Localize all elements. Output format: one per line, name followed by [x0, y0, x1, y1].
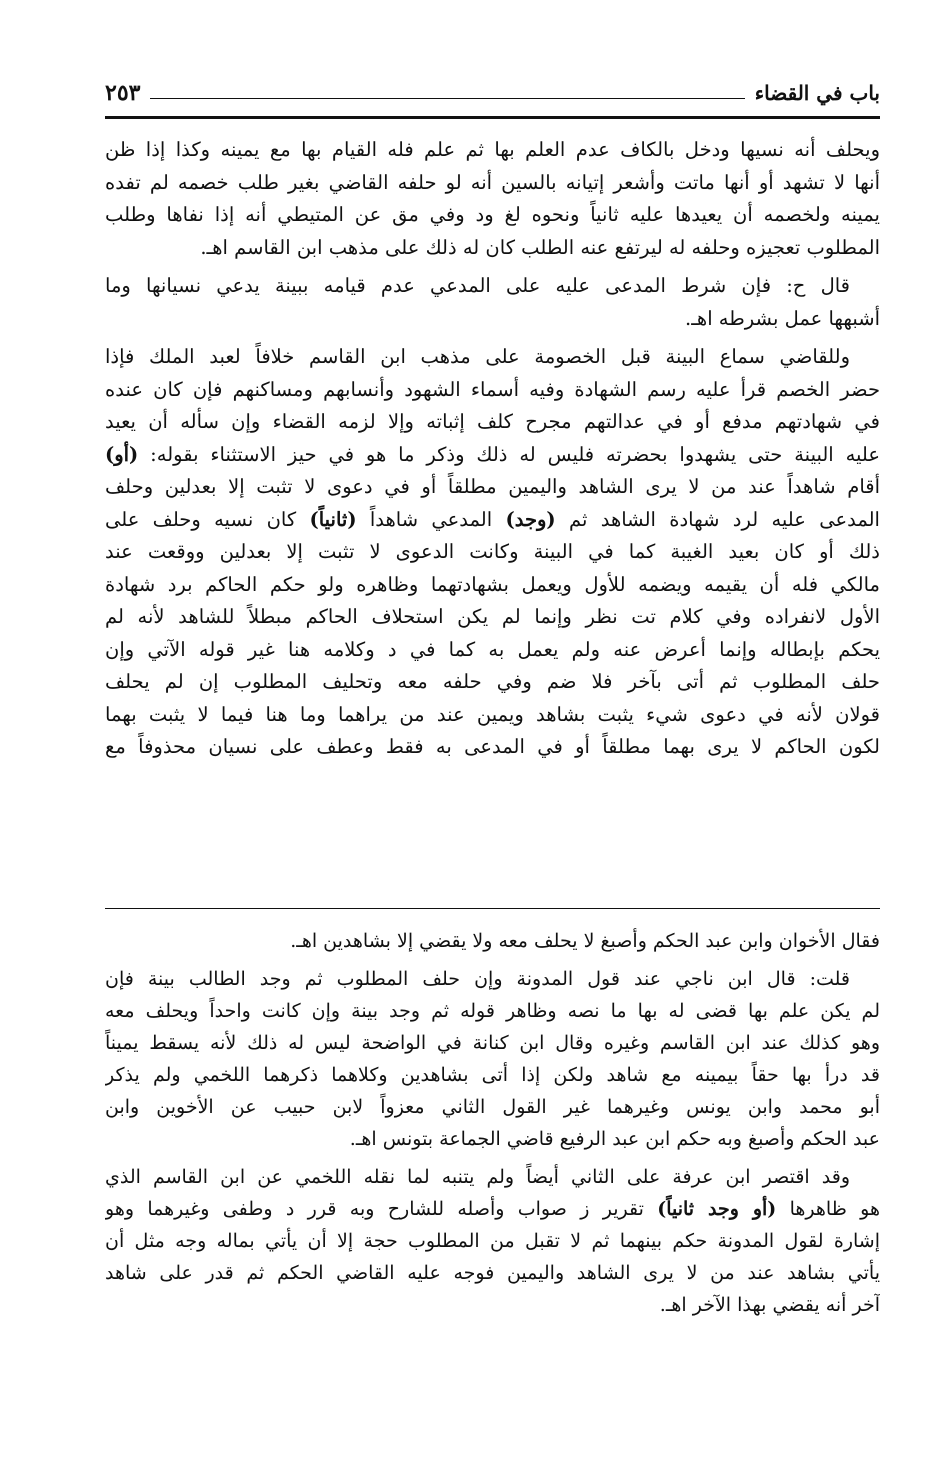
text-line: يحكم بإبطاله وإنما أعرض عنه ولم يعمل به كما في د وكلامه هنا غير قوله الآتي وإن	[105, 637, 880, 661]
text-line: وقد اقتصر ابن عرفة على الثاني أيضاً ولم يتنبه لما نقله اللخمي عن ابن القاسم الذي	[105, 1166, 850, 1188]
footnotes	[105, 925, 880, 1327]
text-line: حلف المطلوب ثم أتى بآخر فلا ضم وفي حلفه معه وتحليف المطلوب إن لم يحلف	[105, 670, 880, 693]
header-leader-line	[150, 98, 744, 99]
text-line: أبو محمد وابن يونس وغيرهما غير القول الثاني معزواً لابن حبيب عن الأخوين وابن	[105, 1096, 880, 1118]
text-line: مالكي فله أن يقيمه ويضمه للأول ويعمل بشهادتهما وظاهره ولو حكم الحاكم برد شهادة	[105, 572, 880, 596]
text-line: يمينه ولخصمه أن يعيدها عليه ثانياً ونحوه لغ ود وفي مق عن المتيطي أنه إذا نفاها وطلب	[105, 203, 880, 226]
text-line: أنها لا تشهد أو أنها ماتت وأشعر إتيانه بالسين أنه لو حلفه القاضي بغير طلب خصمه لم تفده	[105, 170, 880, 194]
text-segment: المدعى عليه لرد شهادة الشاهد ثم	[555, 507, 880, 531]
text-line: قال ح: فإن شرط المدعى عليه على المدعي عدم قيامه ببينة يدعي نسيانها وما	[105, 274, 850, 297]
text-line: قلت: قال ابن ناجي عند قول المدونة وإن حلف المطلوب ثم وجد الطالب بينة فإن	[105, 968, 850, 990]
text-line: لكون الحاكم لا يرى بهما مطلقاً أو في المدعى به فقط وعطف على نسيان محذوفاً مع	[105, 735, 880, 758]
footnote-paragraph	[105, 963, 880, 1155]
footnote-paragraph	[105, 1161, 880, 1321]
text-line: الأول لانفراده وفي كلام تت نظر وإنما لم يكن استحلاف الحاكم مبطلاً للشاهد لأنه لم	[105, 605, 880, 628]
bold-quote: (أو وجد ثانياً)	[657, 1198, 777, 1220]
text-line: أشبهها عمل بشرطه اهـ.	[685, 306, 880, 330]
text-line: حضر الخصم قرأ عليه رسم الشهادة وفيه أسماء الشهود وأنسابهم ومساكنهم فإن كان عنده	[105, 377, 880, 401]
bold-quote: (أو)	[105, 442, 139, 466]
running-header	[105, 78, 880, 108]
text-line: آخر أنه يقضي بهذا الآخر اهـ.	[659, 1294, 880, 1316]
text-segment: تقرير ز صواب وأصله للشارح وبه قرر د وطفى وغيرهما وهو	[105, 1198, 658, 1220]
text-segment: كان نسيه وحلف على	[105, 507, 310, 531]
text-line: لم يكن علم بها قضى له بها ما نصه وظاهر قوله ثم وجد بينة وإن كانت واحداً ويحلف معه	[105, 1000, 880, 1022]
bold-quote: (ثانياً)	[309, 507, 357, 531]
text-line: في شهادتهم مدفع أو في عدالتهم مجرح كلف إثباته وإلا لزمه القضاء وإن سأله أن يعيد	[105, 410, 880, 433]
footnote-separator	[105, 908, 880, 909]
text-line: ذلك أو كان بعيد الغيبة كما في البينة وكانت الدعوى لا تثبت إلا بعدلين ووقعت عند	[105, 540, 880, 563]
text-segment: هو ظاهرها	[776, 1198, 880, 1220]
text-line: وهو كذلك عند ابن القاسم وغيره وقال ابن كنانة في الواضحة ليس له ذلك لأنه يسقط يميناً	[105, 1032, 880, 1054]
text-line	[105, 1193, 880, 1225]
text-segment: عليه البينة حتى يشهدوا بحضرته فليس له ذلك وذكر ما هو في حيز الاستثناء بقوله:	[138, 442, 880, 466]
page-number: ٢٥٣	[105, 80, 141, 106]
text-line: يأتي بشاهد عند من لا يرى الشاهد واليمين فوجه عليه القاضي الحكم ثم قدر على شاهد	[105, 1262, 880, 1284]
text-line: قولان لأنه في دعوى شيء يثبت بشاهد ويمين عند من يراهما وما هنا فيما لا يثبت بهما	[105, 702, 880, 726]
text-segment: المدعي شاهداً	[356, 507, 506, 531]
text-line: قد درأ بها حقاً بيمينه مع شاهد ولكن إذا أتى بشاهدين وكلاهما ذكرهما اللخمي ولم يذكر	[105, 1064, 880, 1086]
text-line: فقال الأخوان وابن عبد الحكم وأصبغ لا يحلف معه ولا يقضي إلا بشاهدين اهـ.	[290, 930, 880, 952]
text-line: المطلوب تعجيزه وحلفه له ليرتفع عنه الطلب كان له ذلك على مذهب ابن القاسم اهـ.	[200, 235, 880, 259]
text-line: ويحلف أنه نسيها ودخل بالكاف عدم العلم بها ثم علم فله القيام بها مع يمينه وكذا إذا ظن	[105, 138, 880, 161]
text-line: وللقاضي سماع البينة قبل الخصومة على مذهب ابن القاسم خلافاً لعبد الملك فإذا	[105, 345, 850, 368]
chapter-title: باب في القضاء	[754, 81, 880, 105]
paragraph	[105, 341, 880, 764]
text-line	[105, 439, 880, 472]
main-text	[105, 134, 880, 770]
header-rule	[105, 116, 880, 119]
text-line: أقام شاهداً عند من لا يرى الشاهد واليمين مطلقاً أو في دعوى لا تثبت إلا بعدلين وحلف	[105, 475, 880, 498]
text-line: إشارة لقول المدونة حكم بينهما ثم لا تقبل من المطلوب حجة إلا أن يأتي بماله وجه مثل أن	[105, 1230, 880, 1252]
paragraph	[105, 134, 880, 264]
text-line: عبد الحكم وأصبغ وبه حكم ابن عبد الرفيع قاضي الجماعة بتونس اهـ.	[349, 1128, 880, 1150]
bold-quote: (وجد)	[505, 507, 556, 531]
text-line	[105, 504, 880, 537]
paragraph	[105, 270, 880, 335]
footnote-paragraph	[105, 925, 880, 957]
